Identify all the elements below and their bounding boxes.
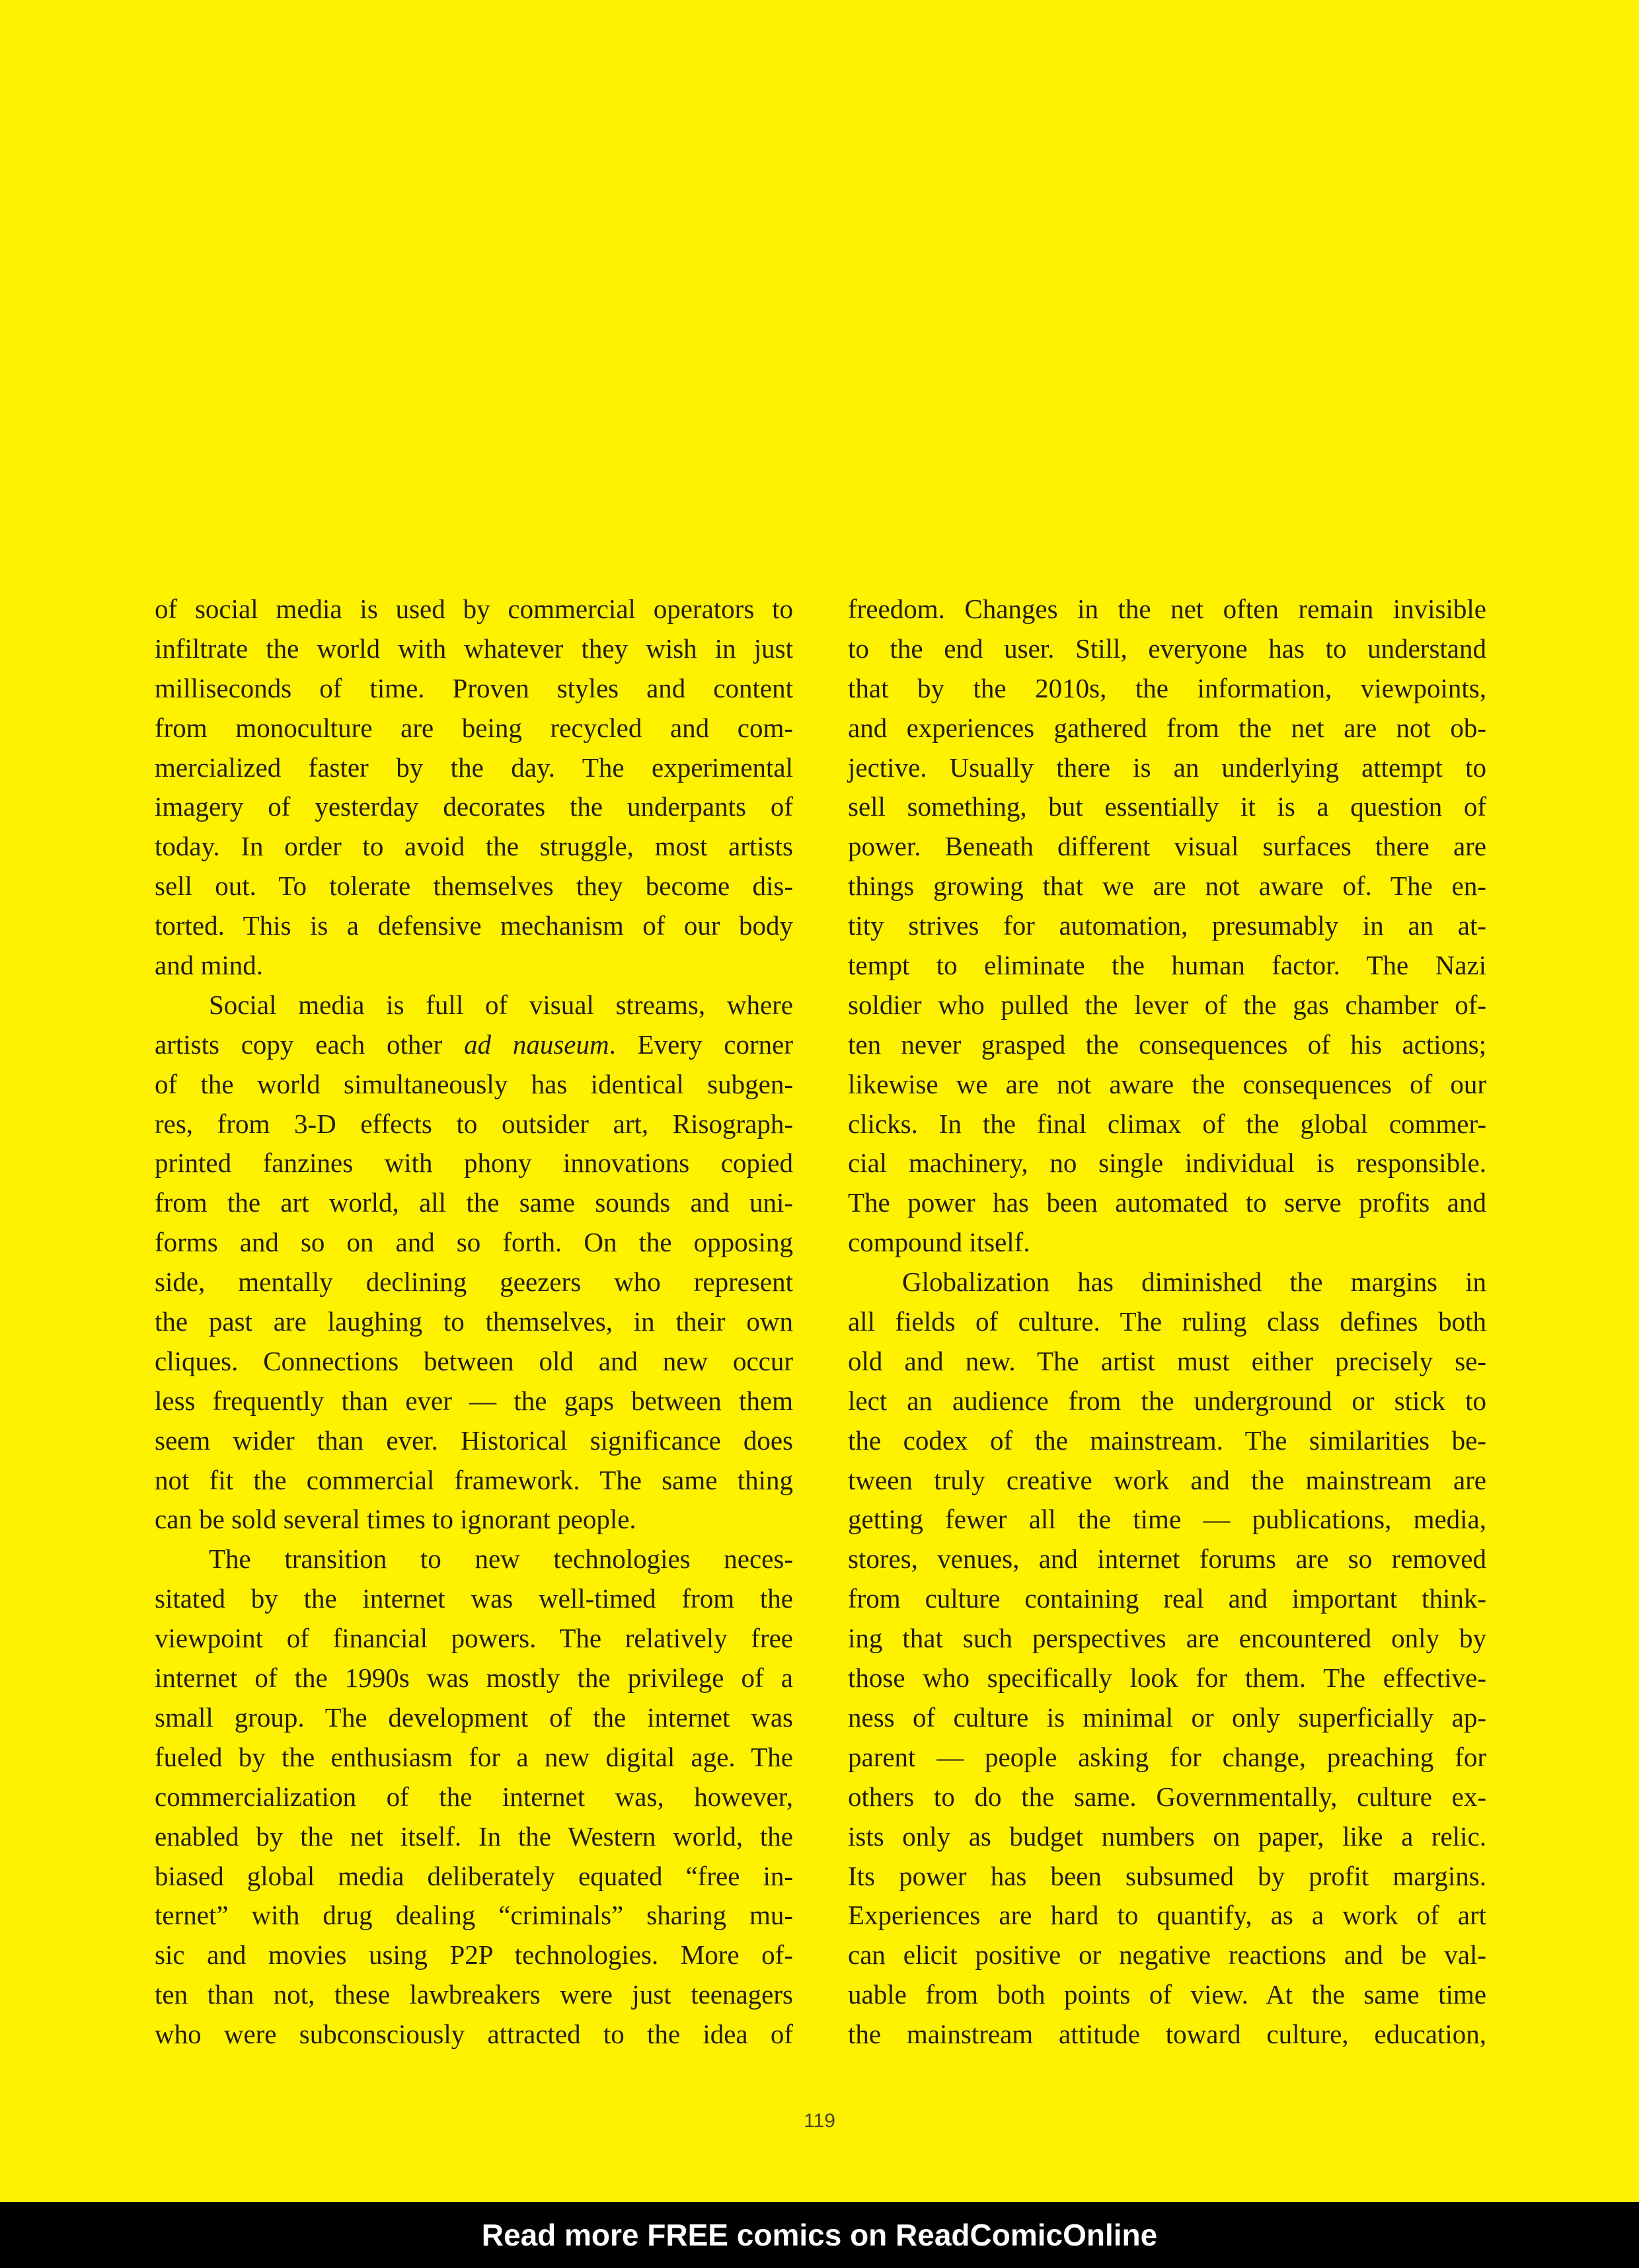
text-line: forms and so on and so forth. On the opposing xyxy=(155,1227,793,1258)
text-line: from the art world, all the same sounds and uni- xyxy=(155,1187,793,1218)
text-line: Social media is full of visual streams, where xyxy=(209,989,793,1020)
text-line: ness of culture is minimal or only superficially ap- xyxy=(848,1701,1486,1733)
text-line: sell something, but essentially it is a question of xyxy=(848,791,1486,822)
text-column-left xyxy=(155,590,793,2054)
paragraph xyxy=(848,1263,1486,2054)
text-line: old and new. The artist must either precisely se- xyxy=(848,1345,1486,1376)
text-line: small group. The development of the internet was xyxy=(155,1701,793,1733)
text-segment: . Every corner xyxy=(609,1029,794,1060)
text-line: cliques. Connections between old and new occur xyxy=(155,1345,793,1376)
paragraph xyxy=(848,590,1486,1263)
paragraph xyxy=(155,986,793,1540)
text-line: infiltrate the world with whatever they wish in just xyxy=(155,633,793,664)
text-line: ing that such perspectives are encountered only by xyxy=(848,1623,1486,1654)
text-line: biased global media deliberately equated “free in- xyxy=(155,1860,793,1891)
text-line: others to do the same. Governmentally, culture ex- xyxy=(848,1781,1486,1812)
text-line: all fields of culture. The ruling class defines both xyxy=(848,1306,1486,1337)
text-line: and mind. xyxy=(155,950,263,981)
text-line: tempt to eliminate the human factor. The Nazi xyxy=(848,950,1486,981)
text-line: fueled by the enthusiasm for a new digital age. The xyxy=(155,1741,793,1772)
text-line: lect an audience from the underground or stick to xyxy=(848,1385,1486,1416)
text-line: not fit the commercial framework. The same thing xyxy=(155,1464,793,1495)
text-line: and experiences gathered from the net are not ob- xyxy=(848,712,1486,743)
text-line: mercialized faster by the day. The experimental xyxy=(155,752,793,783)
text-line: power. Beneath different visual surfaces there are xyxy=(848,831,1486,862)
text-line: The power has been automated to serve profits and xyxy=(848,1187,1486,1218)
text-line: soldier who pulled the lever of the gas chamber of- xyxy=(848,989,1486,1020)
paragraph xyxy=(155,1540,793,2054)
text-line: sic and movies using P2P technologies. More of- xyxy=(155,1939,793,1971)
text-line: cial machinery, no single individual is responsible. xyxy=(848,1148,1486,1179)
text-line: of the world simultaneously has identical subgen- xyxy=(155,1068,793,1099)
text-line: ternet” with drug dealing “criminals” sharing mu- xyxy=(155,1900,793,1931)
italic-phrase: ad nauseum xyxy=(464,1029,609,1060)
paragraph xyxy=(155,590,793,986)
text-line: commercialization of the internet was, however, xyxy=(155,1781,793,1812)
promo-banner-text[interactable]: Read more FREE comics on ReadComicOnline xyxy=(481,2218,1158,2252)
text-line: res, from 3-D effects to outsider art, Risograph- xyxy=(155,1108,793,1139)
text-line: imagery of yesterday decorates the underpants of xyxy=(155,791,793,822)
text-line: tity strives for automation, presumably in an at- xyxy=(848,910,1486,941)
text-line xyxy=(155,1025,793,1065)
text-line: uable from both points of view. At the same time xyxy=(848,1979,1486,2010)
text-line: things growing that we are not aware of. The en- xyxy=(848,871,1486,902)
text-line: that by the 2010s, the information, viewpoints, xyxy=(848,672,1486,703)
text-segment: artists copy each other xyxy=(155,1029,465,1060)
text-line: from culture containing real and important think- xyxy=(848,1583,1486,1614)
text-line: Experiences are hard to quantify, as a work of art xyxy=(848,1900,1486,1931)
text-line: freedom. Changes in the net often remain invisible xyxy=(848,594,1486,624)
text-line: can be sold several times to ignorant people. xyxy=(155,1504,636,1535)
text-line: printed fanzines with phony innovations copied xyxy=(155,1148,793,1179)
text-line: The transition to new technologies neces- xyxy=(209,1544,793,1575)
text-line: today. In order to avoid the struggle, most artists xyxy=(155,831,793,862)
text-line: seem wider than ever. Historical significance does xyxy=(155,1425,793,1456)
text-line: ists only as budget numbers on paper, like a relic. xyxy=(848,1820,1486,1852)
text-line: ten never grasped the consequences of his actions; xyxy=(848,1029,1486,1060)
text-line: side, mentally declining geezers who represent xyxy=(155,1267,793,1298)
text-line: milliseconds of time. Proven styles and content xyxy=(155,672,793,703)
text-line: the codex of the mainstream. The similarities be- xyxy=(848,1425,1486,1456)
text-line: those who specifically look for them. The effective- xyxy=(848,1662,1486,1694)
text-line: compound itself. xyxy=(848,1227,1030,1258)
text-line: ten than not, these lawbreakers were just teenagers xyxy=(155,1979,793,2010)
page-number: 119 xyxy=(804,2110,835,2132)
text-line: sitated by the internet was well-timed from the xyxy=(155,1583,793,1614)
text-line: can elicit positive or negative reactions and be val- xyxy=(848,1939,1486,1971)
text-line: Its power has been subsumed by profit margins. xyxy=(848,1860,1486,1891)
text-line: tween truly creative work and the mainstream are xyxy=(848,1464,1486,1495)
text-line: stores, venues, and internet forums are so removed xyxy=(848,1544,1486,1575)
text-line: jective. Usually there is an underlying attempt to xyxy=(848,752,1486,783)
text-line: from monoculture are being recycled and com- xyxy=(155,712,793,743)
text-line: likewise we are not aware the consequences of our xyxy=(848,1068,1486,1099)
text-line: the mainstream attitude toward culture, education, xyxy=(848,2019,1486,2050)
text-line: viewpoint of financial powers. The relatively free xyxy=(155,1623,793,1654)
text-line: torted. This is a defensive mechanism of our body xyxy=(155,910,793,941)
text-line: who were subconsciously attracted to the idea of xyxy=(155,2019,793,2050)
text-line: the past are laughing to themselves, in their own xyxy=(155,1306,793,1337)
text-line: parent — people asking for change, preaching for xyxy=(848,1741,1486,1772)
text-line: internet of the 1990s was mostly the privilege of a xyxy=(155,1662,793,1694)
promo-banner[interactable] xyxy=(0,2202,1639,2268)
text-column-right xyxy=(848,590,1486,2054)
text-line: enabled by the net itself. In the Western world, the xyxy=(155,1820,793,1852)
text-line: getting fewer all the time — publications, media, xyxy=(848,1504,1486,1535)
text-line: of social media is used by commercial operators to xyxy=(155,594,793,624)
text-line: less frequently than ever — the gaps between them xyxy=(155,1385,793,1416)
text-line: clicks. In the final climax of the global commer- xyxy=(848,1108,1486,1139)
text-line: to the end user. Still, everyone has to understand xyxy=(848,633,1486,664)
text-line: Globalization has diminished the margins in xyxy=(902,1267,1486,1298)
text-line: sell out. To tolerate themselves they become dis- xyxy=(155,871,793,902)
